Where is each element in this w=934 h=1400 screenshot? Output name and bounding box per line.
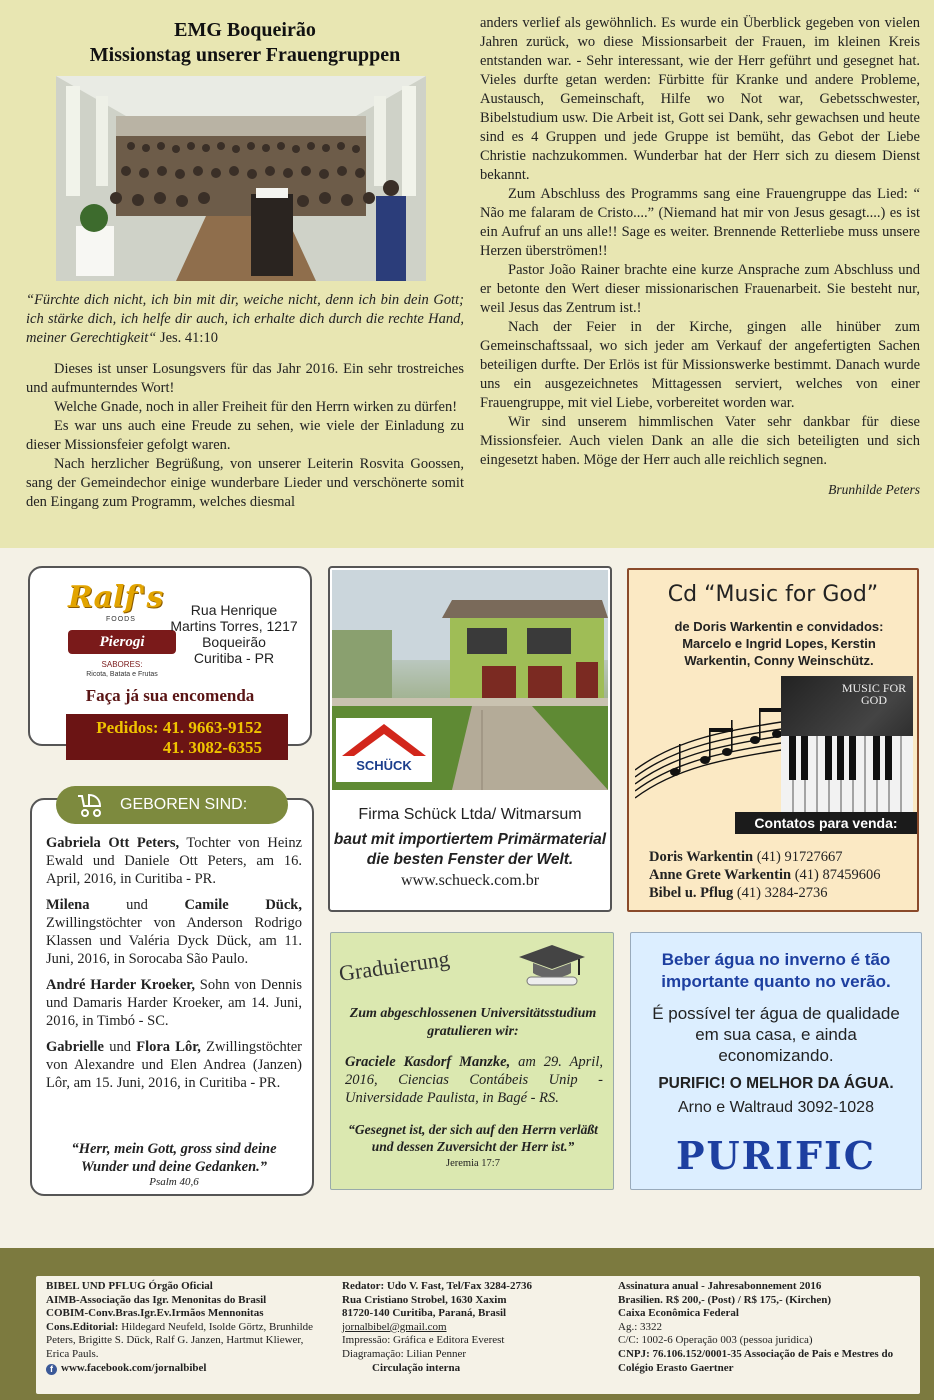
facebook-icon: f xyxy=(46,1364,57,1375)
cd-title: Cd “Music for God” xyxy=(667,582,879,607)
verse-text: “Fürchte dich nicht, ich bin mit dir, weiche nicht, denn ich bin dein Gott; ich stärke dich, ich helfe dir auch, ich erhalte dich durch die rechte Hand, meiner Gerechtigkeit“ xyxy=(26,292,464,346)
graduation-intro: Zum abgeschlossenen Universitätsstudium gratulieren wir: xyxy=(349,1006,597,1039)
article-paragraph: Welche Gnade, noch in aller Freiheit für den Herrn wirken zu dürfen! xyxy=(54,399,458,415)
purific-body: É possível ter água de qualidade em sua casa, e ainda economizando. xyxy=(652,1004,900,1065)
cd-artists: de Doris Warkentin e convidados: Marcelo e Ingrid Lopes, Kerstin Warkentin, Conny Weinschütz. xyxy=(674,619,884,668)
masthead-footer xyxy=(0,1248,934,1400)
schuck-logo-text: SCHÜCK xyxy=(356,758,412,773)
birth-details: Tochter von Heinz Ewald und Daniele Ott Peters, am 16. April, 2016, in Curitiba - PR. xyxy=(46,835,302,887)
address-line: Curitiba - PR xyxy=(193,650,275,666)
roof-logo-icon xyxy=(336,718,432,782)
facebook-link-row[interactable] xyxy=(46,1362,326,1376)
graduate-name: Graciele Kasdorf Manzke, xyxy=(345,1054,511,1070)
article-paragraph: Nach herzlicher Begrüßung, von unserer Leiterin Rosvita Goossen, sang der Gemeindechor einige wunderbare Lieder und verschönerte somit den Eingang zum Programm, welches diesmal xyxy=(26,456,464,510)
article-paragraph: Pastor João Rainer brachte eine kurze Ansprache zum Abschluss und er betonte den Wert dieser missionarischen Frauenarbeit. Sie besteht nur, weil Jesus das Zentrum ist.! xyxy=(480,262,920,316)
purific-phone: Arno e Waltraud 3092-1028 xyxy=(678,1099,874,1116)
email-link[interactable]: jornalbibel@gmail.com xyxy=(342,1320,447,1333)
article-title xyxy=(26,18,464,68)
child-names: Flora Lôr, xyxy=(136,1039,201,1055)
footer-line: Impressão: Gráfica e Editora Everest xyxy=(342,1334,505,1347)
bible-verse xyxy=(26,291,464,348)
birth-details: Sohn von Dennis und Damaris Harder Kroeker, am 14. Juni, 2016, in Timbó - SC. xyxy=(46,977,302,1029)
order-phone-2: 41. 3082-6355 xyxy=(162,738,262,757)
facebook-link[interactable]: www.facebook.com/jornalbibel xyxy=(61,1361,207,1374)
editor-details: Udo V. Fast, Tel/Fax 3284-2736 xyxy=(384,1280,532,1292)
footer-subscription-info xyxy=(618,1280,914,1375)
article-paragraph: Zum Abschluss des Programms sang eine Frauengruppe das Lied: “ Não me falaram de Cristo....” (Niemand hat mir von Jesus gesagt....) es ist ein Aufruf an uns alle!! Sage es weiter. Brennende Retterliebe muss unsere Herzen überströmen!! xyxy=(480,186,920,259)
birth-entry xyxy=(46,896,302,968)
article-title-line2: Missionstag unserer Frauengruppen xyxy=(89,44,401,66)
footer-line xyxy=(342,1280,612,1294)
article-author: Brunhilde Peters xyxy=(828,482,920,497)
contact-item xyxy=(649,884,919,902)
graduation-entry xyxy=(345,1053,603,1107)
footer-line xyxy=(46,1321,326,1362)
article-title-line1: EMG Boqueirão xyxy=(174,19,316,41)
article-paragraph: Wir sind unserem himmlischen Vater sehr dankbar für diese Missionsfeier. Auch vielen Dank an alle die sich beteiligten und sich eingesetzt haben. Möge der Herr auch alle reichlich segnen. xyxy=(480,414,920,468)
address-line: Boqueirão xyxy=(202,634,266,650)
contact-list xyxy=(649,848,919,902)
quote-reference: Jeremia 17:7 xyxy=(446,1158,500,1169)
article-paragraph: Dieses ist unser Losungsvers für das Jahr 2016. Ein sehr trostreiches und aufmunterndes Wort! xyxy=(26,361,464,396)
child-names: Gabriela Ott Peters, xyxy=(46,835,180,851)
graduation-title: Graduierung xyxy=(337,945,451,987)
quote-text: “Gesegnet ist, der sich auf den Herrn verläßt und dessen Zuversicht der Herr ist.” xyxy=(348,1122,598,1154)
publication-subtitle: Órgão Oficial xyxy=(145,1280,213,1292)
quote-reference: Psalm 40,6 xyxy=(149,1176,199,1188)
footer-publication-info xyxy=(46,1280,326,1375)
footer-line: Brasilien. R$ 200,- (Post) / R$ 175,- (Kirchen) xyxy=(618,1293,832,1306)
cd-cover xyxy=(781,676,913,812)
pierogi-ribbon: Pierogi xyxy=(68,630,176,654)
contacts-header: Contatos para venda: xyxy=(735,812,917,834)
contact-phone: (41) 87459606 xyxy=(794,867,881,883)
slogan-line: baut mit importiertem Primärmaterial xyxy=(333,831,607,848)
births-box xyxy=(30,798,314,1196)
births-header xyxy=(56,786,288,824)
footer-line: Circulação interna xyxy=(372,1361,461,1374)
contact-phone: (41) 91727667 xyxy=(756,849,843,865)
footer-line: CNPJ: 76.106.152/0001-35 Associação de Pais e Mestres do Colégio Erasto Gaertner xyxy=(618,1347,894,1374)
address-line: Martins Torres, 1217 xyxy=(170,618,298,634)
ralfs-foods-label: FOODS xyxy=(106,616,136,623)
birth-entry xyxy=(46,1038,302,1092)
birth-entry xyxy=(46,834,302,888)
schuck-ad xyxy=(328,566,612,912)
contact-name: Anne Grete Warkentin xyxy=(649,867,792,883)
child-names: Camile Dück, xyxy=(184,897,302,913)
publication-name: BIBEL UND PFLUG xyxy=(46,1280,146,1292)
sabores-label: SABORES: xyxy=(101,660,143,669)
article-paragraph-continued: anders verlief als gewöhnlich. Es wurde ein Überblick gegeben von vielen Jahren zurück, wo diese Missionsarbeit der Frauen, im kleinen Kreis entstanden war. - Sehr interessant, wie der Herr geführt und gesegnet hat. Vieles durfte getan werden: Fürbitte für Kranke und andere Probleme, Austausch, Gemeinschaft, Hilfe wo Not war, Gebetsschwester, Bibelstudium usw. Die Arbeit ist, Gott sei Dank, sehr gewachsen und heute sind es 4 Gruppen und jede Gruppe ist bemüht, das Gebot der Liebe Christie nachzukommen. Wunderbar hat der Herr sich zu diesem Dienst bekannt. xyxy=(480,15,920,183)
footer-line: Ag.: 3322 xyxy=(618,1320,662,1333)
footer-line: AIMB-Associação das Igr. Menonitas do Brasil xyxy=(46,1293,267,1306)
house-photo xyxy=(332,570,608,790)
article-left-column xyxy=(26,18,464,512)
births-header-label: GEBOREN SIND: xyxy=(120,796,248,813)
conjunction: und xyxy=(104,1039,137,1055)
article-right-column xyxy=(480,14,920,498)
slogan-line: die besten Fenster der Welt. xyxy=(366,851,574,868)
music-for-god-ad xyxy=(627,568,919,912)
article-paragraph: Es war uns auch eine Freude zu sehen, wie viele der Einladung zu dieser Missionsfeier gefolgt waren. xyxy=(26,418,464,453)
schuck-slogan xyxy=(330,830,610,870)
address-line: Rua Henrique xyxy=(190,602,278,618)
order-phone-panel xyxy=(66,714,288,760)
editor-label: Redator: xyxy=(342,1280,385,1292)
purific-slogan: PURIFIC! O MELHOR DA ÁGUA. xyxy=(658,1075,894,1092)
birth-details: Zwillingstöchter von Alexandre und Elen Andrea (Janzen) Lôr, am 15. Juni, 2016, in Curitiba - PR. xyxy=(46,1039,302,1091)
births-quote xyxy=(52,1140,296,1189)
quote-text: “Herr, mein Gott, gross sind deine Wunder und deine Gedanken.” xyxy=(71,1141,277,1175)
footer-line: Caixa Econômica Federal xyxy=(618,1307,739,1320)
graduation-cap-icon xyxy=(517,941,587,987)
contact-name: Doris Warkentin xyxy=(649,849,754,865)
footer-line: Assinatura anual - Jahresabonnement 2016 xyxy=(618,1280,822,1292)
footer-line: COBIM-Conv.Bras.Igr.Ev.Irmãos Mennonitas xyxy=(46,1307,264,1320)
schuck-company-name: Firma Schück Ltda/ Witmarsum xyxy=(358,806,582,823)
music-notes-icon xyxy=(635,700,795,810)
church-interior-illustration xyxy=(56,76,426,281)
article-body-left xyxy=(26,360,464,512)
schuck-logo xyxy=(336,718,432,782)
church-congregation-photo xyxy=(56,76,426,281)
purific-logo: PURIFIC xyxy=(675,1133,877,1178)
footer-line: Rua Cristiano Strobel, 1630 Xaxim xyxy=(342,1293,507,1306)
child-names: André Harder Kroeker, xyxy=(46,977,196,993)
births-list xyxy=(46,834,302,1100)
article-section xyxy=(0,0,934,548)
purific-headline: Beber água no inverno é tão importante quanto no verão. xyxy=(661,950,891,991)
cd-cover-title: MUSIC FOR GOD xyxy=(841,681,907,707)
contact-item xyxy=(649,866,919,884)
child-names: Gabrielle xyxy=(46,1039,104,1055)
footer-line xyxy=(46,1280,326,1294)
ralfs-foods-ad xyxy=(28,566,312,757)
order-phone-1: Pedidos: 41. 9663-9152 xyxy=(96,718,262,737)
birth-details: Zwillingstöchter von Anderson Rodrigo Klassen und Valéria Dyck Dück, am 11. Juni, 2016, in Sorocaba São Paulo. xyxy=(46,915,302,967)
piano-keys-icon xyxy=(781,736,913,812)
footer-panel xyxy=(36,1276,920,1394)
graduation-details: am 29. April, 2016, Ciencias Contábeis Unip - Universidade Paulista, in Bagé - RS. xyxy=(345,1054,603,1106)
conjunction: und xyxy=(89,897,185,913)
contact-name: Bibel u. Pflug xyxy=(649,885,734,901)
ralfs-logo: Ralf's xyxy=(68,580,164,615)
article-paragraph: Nach der Feier in der Kirche, gingen alle hinüber zum Gemeinschaftssaal, wo sich jeder am Verkauf der angefertigten Sachen beteiligen durfte. Der Erlös ist für Missionswerke bestimmt. Danach wurde uns ein ausgezeichnetes Mittagessen serviert, welches von einer Frauengruppe, mit viel Liebe, vorbereitet worden war. xyxy=(480,319,920,411)
baby-carriage-icon xyxy=(74,792,104,818)
verse-reference: Jes. 41:10 xyxy=(159,330,218,346)
purific-ad xyxy=(630,932,922,1190)
graduation-quote xyxy=(341,1121,605,1172)
contact-item xyxy=(649,848,919,866)
schuck-website: www.schueck.com.br xyxy=(400,872,540,889)
ralfs-address xyxy=(164,602,304,666)
footer-line: 81720-140 Curitiba, Paraná, Brasil xyxy=(342,1307,507,1320)
graduation-box xyxy=(330,932,614,1190)
editorial-label: Cons.Editorial: xyxy=(46,1320,119,1333)
footer-editor-info xyxy=(342,1280,612,1375)
child-names: Milena xyxy=(46,897,90,913)
sabores-list: Ricota, Batata e Frutas xyxy=(86,671,158,678)
contact-phone: (41) 3284-2736 xyxy=(736,885,828,901)
footer-line: C/C: 1002-6 Operação 003 (pessoa juridica) xyxy=(618,1334,813,1347)
birth-entry xyxy=(46,976,302,1030)
order-call-to-action: Faça já sua encomenda xyxy=(85,686,255,705)
footer-line: Diagramação: Lilian Penner xyxy=(342,1347,467,1360)
editorial-members: Hildegard Neufeld, Isolde Görtz, Brunhilde Peters, Brigitte S. Dück, Ralf G. Janzen, Hartmut Kliewer, Erica Pauls. xyxy=(46,1320,314,1360)
